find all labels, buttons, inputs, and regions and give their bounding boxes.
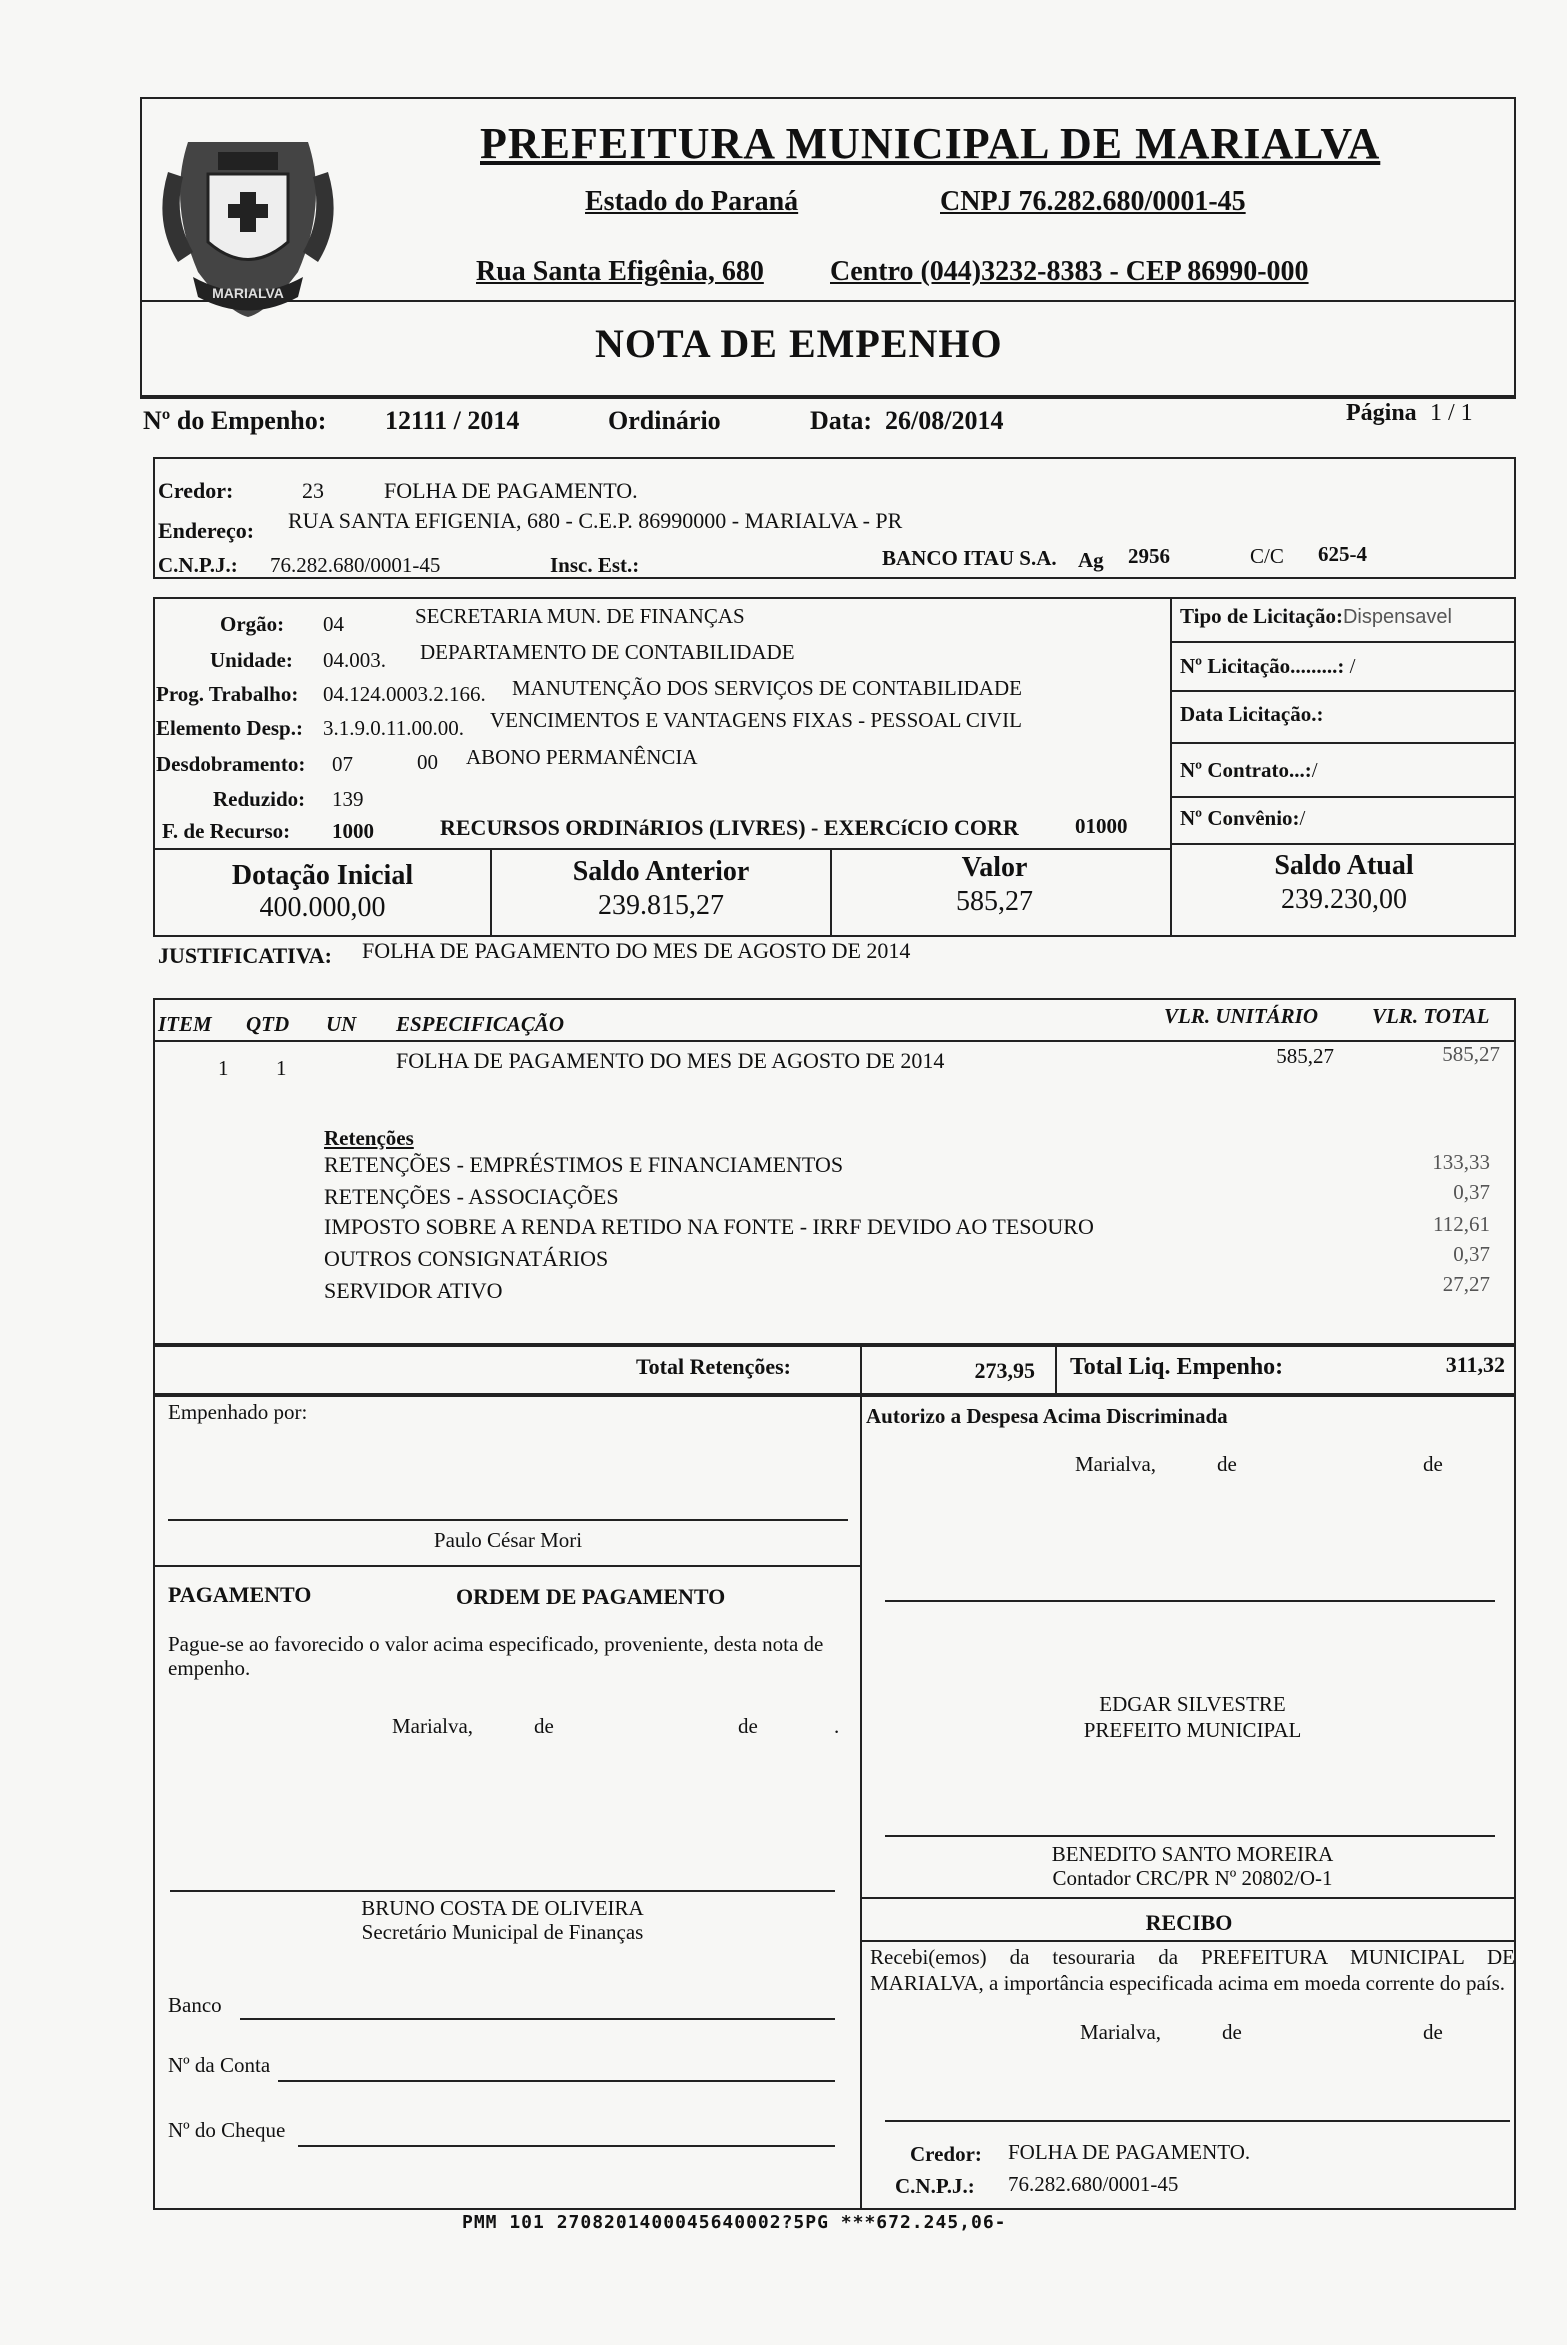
dotacao-inicial-value: 400.000,00 xyxy=(259,892,386,923)
orgao-code: 04 xyxy=(323,612,344,636)
credor-cnpj: 76.282.680/0001-45 xyxy=(270,553,441,577)
col-header-vlr-unitario: VLR. UNITÁRIO xyxy=(1164,1004,1319,1028)
numero-contrato-label: Nº Contrato...: xyxy=(1180,758,1312,782)
valor-value: 585,27 xyxy=(956,886,1033,917)
col-header-un: UN xyxy=(326,1012,357,1036)
reduzido-label: Reduzido: xyxy=(213,787,306,811)
empenhado-label: Empenhado por: xyxy=(168,1400,308,1424)
footer-stamp: PMM 101 2708201400045640002?5PG ***672.245,06- xyxy=(462,2212,1007,2233)
retencao-value-3: 112,61 xyxy=(1433,1212,1490,1236)
contador-name: BENEDITO SANTO MOREIRA xyxy=(1051,1842,1334,1866)
empenho-type: Ordinário xyxy=(608,406,721,435)
credor-label: Credor: xyxy=(158,478,234,503)
empenho-top-line xyxy=(140,397,1516,399)
col-header-especificacao: ESPECIFICAÇÃO xyxy=(396,1012,565,1036)
recibo-de-2: de xyxy=(1423,2020,1443,2044)
banco-field[interactable] xyxy=(240,2018,835,2020)
autorizo-signature-line xyxy=(885,1600,1495,1602)
col-header-qtd: QTD xyxy=(246,1012,290,1036)
desdobramento-code1: 07 xyxy=(332,752,353,776)
desdobramento-label: Desdobramento: xyxy=(156,752,306,776)
unidade-label: Unidade: xyxy=(210,648,293,672)
empenho-date-label: Data: xyxy=(810,406,873,435)
prefeito-name: EDGAR SILVESTRE xyxy=(1099,1692,1286,1716)
bank-name: BANCO ITAU S.A. xyxy=(882,546,1057,570)
retencao-value-1: 133,33 xyxy=(1432,1150,1490,1174)
retencao-value-5: 27,27 xyxy=(1442,1272,1490,1296)
justificativa-label: JUSTIFICATIVA: xyxy=(158,943,333,968)
saldo-atual-value: 239.230,00 xyxy=(1281,884,1407,915)
row-item: 1 xyxy=(218,1056,229,1080)
state-name: Estado do Paraná xyxy=(585,186,799,217)
autorizo-de-2: de xyxy=(1423,1452,1443,1476)
credor-address: RUA SANTA EFIGENIA, 680 - C.E.P. 86990000 - MARIALVA - PR xyxy=(288,508,903,533)
account-number: 625-4 xyxy=(1318,542,1367,566)
numero-convenio-value: / xyxy=(1299,806,1306,830)
retencao-label-2: RETENÇÕES - ASSOCIAÇÕES xyxy=(324,1184,619,1209)
total-retencoes-value: 273,95 xyxy=(974,1358,1035,1383)
elemento-code: 3.1.9.0.11.00.00. xyxy=(323,716,464,740)
cnpj-label: C.N.P.J.: xyxy=(158,553,238,577)
recibo-city: Marialva, xyxy=(1080,2020,1162,2044)
credor-name: FOLHA DE PAGAMENTO. xyxy=(384,478,638,503)
retencao-label-4: OUTROS CONSIGNATÁRIOS xyxy=(324,1246,609,1271)
retencao-label-5: SERVIDOR ATIVO xyxy=(324,1278,503,1303)
recurso-label: F. de Recurso: xyxy=(162,819,291,843)
agency-label: Ag xyxy=(1078,548,1104,572)
licitacao-separator-2 xyxy=(1170,690,1516,692)
row-vlr-total: 585,27 xyxy=(1442,1042,1500,1066)
elemento-name: VENCIMENTOS E VANTAGENS FIXAS - PESSOAL CIVIL xyxy=(490,708,1022,732)
prefeito-role: PREFEITO MUNICIPAL xyxy=(1083,1718,1302,1742)
numero-cheque-label: Nº do Cheque xyxy=(168,2118,286,2142)
unidade-code: 04.003. xyxy=(323,648,386,672)
recurso-code: 1000 xyxy=(332,819,374,843)
retencao-value-2: 0,37 xyxy=(1453,1180,1490,1204)
orgao-label: Orgão: xyxy=(220,612,285,636)
recibo-de-1: de xyxy=(1222,2020,1242,2044)
pagamento-city: Marialva, xyxy=(392,1714,474,1738)
account-label: C/C xyxy=(1250,544,1284,568)
secretario-name: BRUNO COSTA DE OLIVEIRA xyxy=(361,1896,644,1920)
saldo-anterior-label: Saldo Anterior xyxy=(572,856,750,887)
desdobramento-name: ABONO PERMANÊNCIA xyxy=(466,745,698,769)
banco-label: Banco xyxy=(168,1993,222,2017)
autorizo-city: Marialva, xyxy=(1075,1452,1157,1476)
col-header-item: ITEM xyxy=(158,1012,212,1036)
orgao-name: SECRETARIA MUN. DE FINANÇAS xyxy=(415,604,745,628)
prog-trabalho-code: 04.124.0003.2.166. xyxy=(323,682,486,706)
row-especificacao: FOLHA DE PAGAMENTO DO MES DE AGOSTO DE 2014 xyxy=(396,1048,945,1073)
pagamento-top-line xyxy=(153,1565,860,1567)
total-liquido-label: Total Liq. Empenho: xyxy=(1070,1354,1284,1380)
municipality-title: PREFEITURA MUNICIPAL DE MARIALVA xyxy=(480,119,1381,168)
col-header-vlr-total: VLR. TOTAL xyxy=(1372,1004,1490,1028)
saldo-atual-label: Saldo Atual xyxy=(1274,850,1414,881)
elemento-label: Elemento Desp.: xyxy=(156,716,303,740)
header-cnpj: CNPJ 76.282.680/0001-45 xyxy=(940,186,1246,217)
secretario-signature-line xyxy=(170,1890,835,1892)
numero-licitacao-label: Nº Licitação.........: xyxy=(1180,654,1345,678)
municipal-crest-logo xyxy=(148,112,348,332)
numero-conta-label: Nº da Conta xyxy=(168,2053,271,2077)
recibo-top-line xyxy=(860,1897,1516,1899)
retencoes-title: Retenções xyxy=(324,1126,414,1150)
numero-convenio-label: Nº Convênio: xyxy=(1180,806,1300,830)
licitacao-separator-3 xyxy=(1170,742,1516,744)
empenho-date: 26/08/2014 xyxy=(885,406,1004,435)
retencao-label-1: RETENÇÕES - EMPRÉSTIMOS E FINANCIAMENTOS xyxy=(324,1152,844,1177)
totals-divider-1 xyxy=(860,1345,862,1395)
signature-vertical-divider xyxy=(860,1395,862,2210)
document-title: NOTA DE EMPENHO xyxy=(595,321,1003,366)
tipo-licitacao-value: Dispensavel xyxy=(1342,606,1452,628)
recibo-title: RECIBO xyxy=(1145,1910,1233,1935)
numero-licitacao-value: / xyxy=(1349,654,1356,678)
recibo-cnpj-value: 76.282.680/0001-45 xyxy=(1008,2172,1179,2196)
licitacao-separator-5 xyxy=(1170,843,1516,845)
agency-number: 2956 xyxy=(1128,544,1170,568)
empenho-number-label: Nº do Empenho: xyxy=(143,406,327,435)
numero-contrato xyxy=(1180,758,1318,783)
credor-code: 23 xyxy=(302,478,324,503)
recibo-text: Recebi(emos) da tesouraria da PREFEITURA MUNICIPAL DE MARIALVA, a importância especificada acima em moeda corrente do país. xyxy=(870,1945,1515,1995)
signature-area xyxy=(153,1395,1516,2210)
unidade-name: DEPARTAMENTO DE CONTABILIDADE xyxy=(420,640,795,664)
header-address: Rua Santa Efigênia, 680 xyxy=(476,256,764,287)
total-retencoes-label: Total Retenções: xyxy=(636,1354,791,1379)
page-label: Página xyxy=(1346,400,1417,426)
address-label: Endereço: xyxy=(158,518,255,543)
numero-contrato-value: / xyxy=(1311,758,1318,782)
pagamento-text: Pague-se ao favorecido o valor acima especificado, proveniente, desta nota de empenho. xyxy=(168,1632,824,1680)
autorizo-title: Autorizo a Despesa Acima Discriminada xyxy=(866,1404,1228,1428)
empenhado-signature-line xyxy=(168,1519,848,1521)
row-vlr-unitario: 585,27 xyxy=(1276,1044,1334,1068)
licitacao-separator-1 xyxy=(1170,641,1516,643)
justificativa-text: FOLHA DE PAGAMENTO DO MES DE AGOSTO DE 2014 xyxy=(362,938,911,963)
numero-conta-field[interactable] xyxy=(278,2080,835,2082)
saldo-anterior-value: 239.815,27 xyxy=(598,890,724,921)
desdobramento-code2: 00 xyxy=(417,750,438,774)
recibo-credor-label: Credor: xyxy=(910,2142,982,2166)
contador-signature-line xyxy=(885,1835,1495,1837)
page-number: 1 / 1 xyxy=(1430,400,1473,426)
pagamento-label: PAGAMENTO xyxy=(168,1582,312,1607)
contador-role: Contador CRC/PR Nº 20802/O-1 xyxy=(1052,1866,1333,1890)
numero-convenio xyxy=(1180,806,1305,831)
recibo-title-line xyxy=(860,1940,1516,1942)
header-district-phone-cep: Centro (044)3232-8383 - CEP 86990-000 xyxy=(830,256,1309,287)
prog-trabalho-name: MANUTENÇÃO DOS SERVIÇOS DE CONTABILIDADE xyxy=(512,676,1022,700)
licitacao-separator-4 xyxy=(1170,796,1516,798)
recibo-cnpj-label: C.N.P.J.: xyxy=(895,2174,975,2198)
totals-row xyxy=(153,1345,1516,1395)
valor-label: Valor xyxy=(961,852,1028,883)
empenho-number: 12111 / 2014 xyxy=(385,406,520,435)
insc-est-label: Insc. Est.: xyxy=(550,553,640,577)
total-liquido-value: 311,32 xyxy=(1445,1352,1505,1377)
dotacao-inicial-label: Dotação Inicial xyxy=(231,860,414,891)
items-header-line xyxy=(153,1040,1516,1042)
pagamento-de-1: de xyxy=(534,1714,554,1738)
reduzido-value: 139 xyxy=(332,787,364,811)
recurso-code2: 01000 xyxy=(1075,814,1128,838)
retencao-label-3: IMPOSTO SOBRE A RENDA RETIDO NA FONTE - IRRF DEVIDO AO TESOURO xyxy=(324,1214,1094,1239)
row-qtd: 1 xyxy=(276,1056,287,1080)
ordem-pagamento-title: ORDEM DE PAGAMENTO xyxy=(456,1584,726,1609)
recibo-signature-line xyxy=(885,2120,1510,2122)
autorizo-de-1: de xyxy=(1217,1452,1237,1476)
totals-divider-2 xyxy=(1055,1345,1057,1395)
prog-trabalho-label: Prog. Trabalho: xyxy=(156,682,299,706)
numero-licitacao xyxy=(1180,654,1356,679)
values-top-line xyxy=(153,848,1170,850)
crest-ribbon-text: MARIALVA xyxy=(212,285,284,301)
recibo-credor-value: FOLHA DE PAGAMENTO. xyxy=(1008,2140,1251,2164)
data-licitacao-label: Data Licitação.: xyxy=(1180,702,1324,726)
pagamento-dot: . xyxy=(834,1714,840,1738)
secretario-role: Secretário Municipal de Finanças xyxy=(361,1920,644,1944)
tipo-licitacao-label xyxy=(1180,604,1452,629)
retencao-value-4: 0,37 xyxy=(1453,1242,1490,1266)
pagamento-de-2: de xyxy=(738,1714,758,1738)
recurso-name: RECURSOS ORDINáRIOS (LIVRES) - EXERCíCIO CORR xyxy=(440,815,1019,840)
tipo-licitacao-label-text: Tipo de Licitação: xyxy=(1180,604,1343,628)
empenhado-name: Paulo César Mori xyxy=(433,1528,583,1552)
numero-cheque-field[interactable] xyxy=(298,2145,835,2147)
